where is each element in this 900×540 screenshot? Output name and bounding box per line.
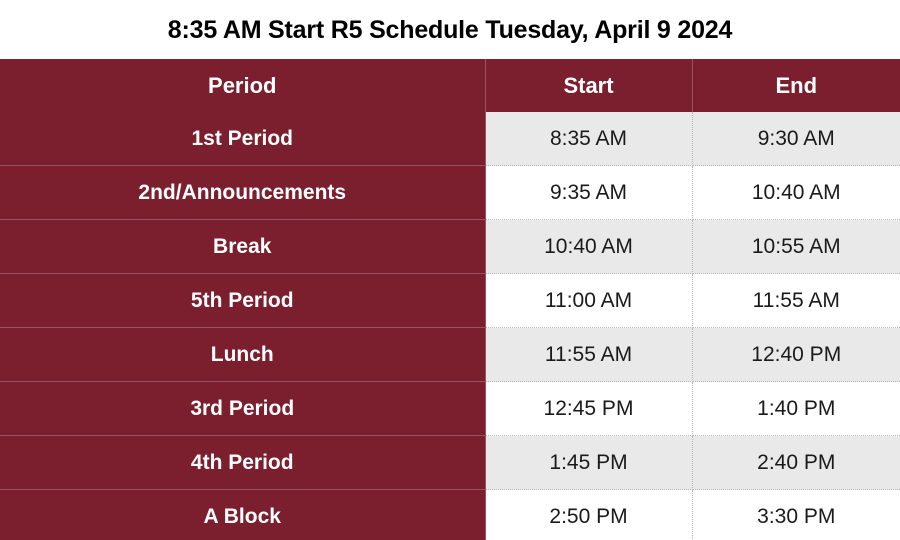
table-row xyxy=(0,112,900,166)
table-row xyxy=(0,166,900,220)
table-row xyxy=(0,274,900,328)
column-header-start: Start xyxy=(485,59,692,112)
column-header-end: End xyxy=(692,59,900,112)
page-title: 8:35 AM Start R5 Schedule Tuesday, April 9 2024 xyxy=(167,16,733,44)
table-body xyxy=(0,112,900,540)
column-header-period: Period xyxy=(0,59,485,112)
cell-end: 2:40 PM xyxy=(692,436,900,490)
cell-period: 2nd/Announcements xyxy=(0,166,485,220)
cell-start: 11:55 AM xyxy=(485,328,692,382)
cell-end: 10:40 AM xyxy=(692,166,900,220)
table-row xyxy=(0,382,900,436)
cell-end: 9:30 AM xyxy=(692,112,900,166)
schedule-table xyxy=(0,59,900,540)
cell-end: 12:40 PM xyxy=(692,328,900,382)
cell-period: Break xyxy=(0,220,485,274)
cell-period: Lunch xyxy=(0,328,485,382)
cell-end: 1:40 PM xyxy=(692,382,900,436)
cell-end: 10:55 AM xyxy=(692,220,900,274)
cell-period: A Block xyxy=(0,490,485,540)
cell-start: 11:00 AM xyxy=(485,274,692,328)
table-row xyxy=(0,328,900,382)
cell-start: 9:35 AM xyxy=(485,166,692,220)
cell-period: 5th Period xyxy=(0,274,485,328)
cell-period: 4th Period xyxy=(0,436,485,490)
cell-start: 12:45 PM xyxy=(485,382,692,436)
table-row xyxy=(0,220,900,274)
cell-start: 1:45 PM xyxy=(485,436,692,490)
cell-end: 3:30 PM xyxy=(692,490,900,540)
cell-end: 11:55 AM xyxy=(692,274,900,328)
cell-period: 1st Period xyxy=(0,112,485,166)
table-row xyxy=(0,436,900,490)
cell-start: 10:40 AM xyxy=(485,220,692,274)
table-header xyxy=(0,59,900,112)
header-row xyxy=(0,59,900,112)
cell-period: 3rd Period xyxy=(0,382,485,436)
cell-start: 2:50 PM xyxy=(485,490,692,540)
table-row xyxy=(0,490,900,540)
cell-start: 8:35 AM xyxy=(485,112,692,166)
